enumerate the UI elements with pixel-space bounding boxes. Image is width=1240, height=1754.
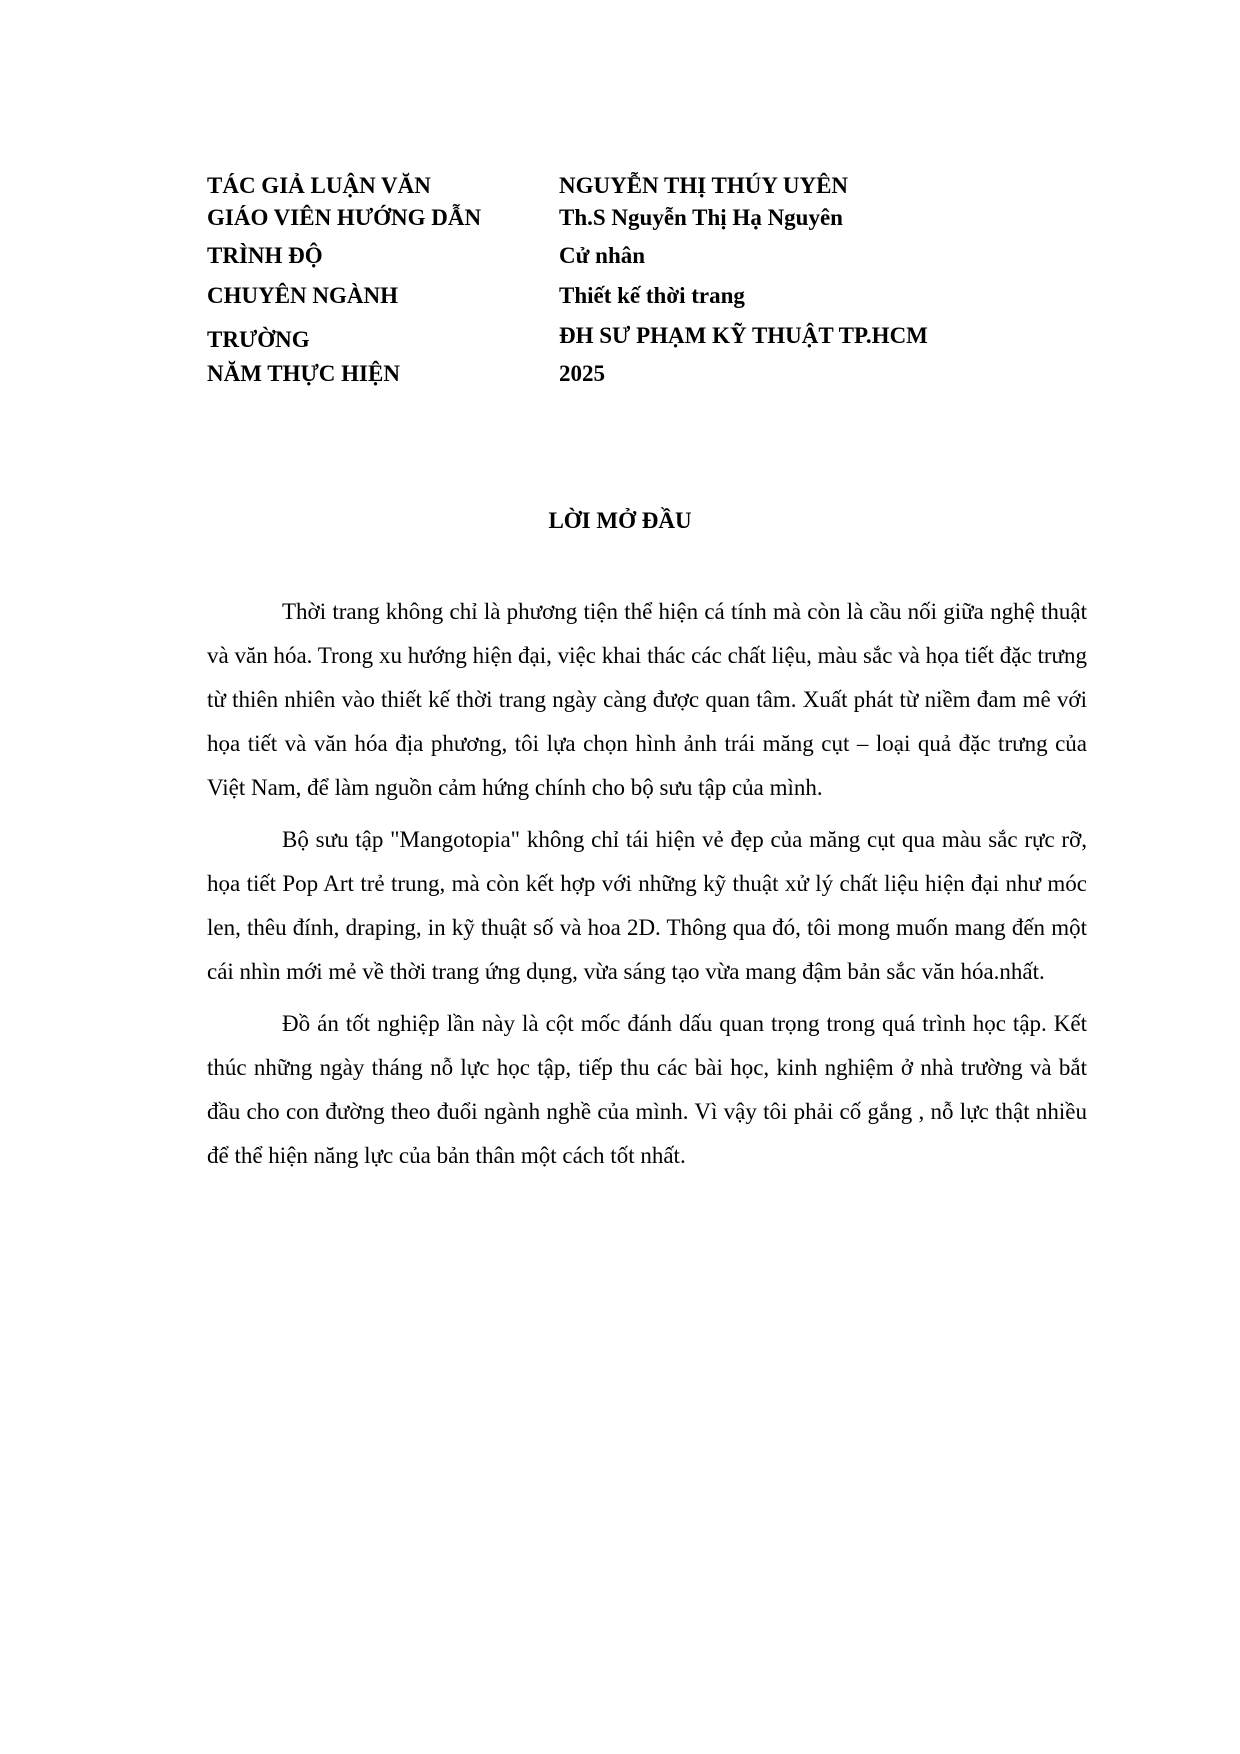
section-title: LỜI MỞ ĐẦU: [548, 508, 692, 533]
level-value: Cử nhân: [559, 243, 646, 268]
school-label: TRƯỜNG: [207, 327, 310, 352]
paragraph: Đồ án tốt nghiệp lần này là cột mốc đánh dấu quan trọng trong quá trình học tập. Kết thúc những ngày tháng nỗ lực học tập, tiếp thu các bài học, kinh nghiệm ở nhà trường và bắt đầu cho con đường theo đuổi ngành nghề của mình. Vì vậy tôi phải cố gắng , nỗ lực thật nhiều để thể hiện năng lực của bản thân một cách tốt nhất.: [207, 1011, 1087, 1168]
preface-body: [207, 590, 1087, 1186]
school-value: ĐH SƯ PHẠM KỸ THUẬT TP.HCM: [559, 323, 928, 348]
info-row-school: [207, 320, 1007, 352]
paragraph: Thời trang không chỉ là phương tiện thể hiện cá tính mà còn là cầu nối giữa nghệ thuật và văn hóa. Trong xu hướng hiện đại, việc khai thác các chất liệu, màu sắc và họa tiết đặc trưng từ thiên nhiên vào thiết kế thời trang ngày càng được quan tâm. Xuất phát từ niềm đam mê với họa tiết và văn hóa địa phương, tôi lựa chọn hình ảnh trái măng cụt – loại quả đặc trưng của Việt Nam, để làm nguồn cảm hứng chính cho bộ sưu tập của mình.: [207, 599, 1087, 800]
major-value: Thiết kế thời trang: [559, 283, 745, 308]
year-label: NĂM THỰC HIỆN: [207, 361, 400, 386]
info-row-author: [207, 170, 1007, 202]
info-row-advisor: [207, 202, 1007, 234]
info-row-major: [207, 280, 1007, 312]
level-label: TRÌNH ĐỘ: [207, 243, 323, 268]
author-value: NGUYỄN THỊ THÚY UYÊN: [559, 173, 849, 198]
advisor-label: GIÁO VIÊN HƯỚNG DẪN: [207, 205, 482, 230]
paragraph: Bộ sưu tập "Mangotopia" không chỉ tái hiện vẻ đẹp của măng cụt qua màu sắc rực rỡ, họa tiết Pop Art trẻ trung, mà còn kết hợp với những kỹ thuật xử lý chất liệu hiện đại như móc len, thêu đính, draping, in kỹ thuật số và hoa 2D. Thông qua đó, tôi mong muốn mang đến một cái nhìn mới mẻ về thời trang ứng dụng, vừa sáng tạo vừa mang đậm bản sắc văn hóa.nhất.: [207, 827, 1087, 984]
major-label: CHUYÊN NGÀNH: [207, 283, 399, 308]
info-row-level: [207, 240, 1007, 272]
advisor-value: Th.S Nguyễn Thị Hạ Nguyên: [559, 205, 843, 230]
author-label: TÁC GIẢ LUẬN VĂN: [207, 173, 431, 198]
info-row-year: [207, 358, 1007, 390]
year-value: 2025: [559, 361, 605, 386]
